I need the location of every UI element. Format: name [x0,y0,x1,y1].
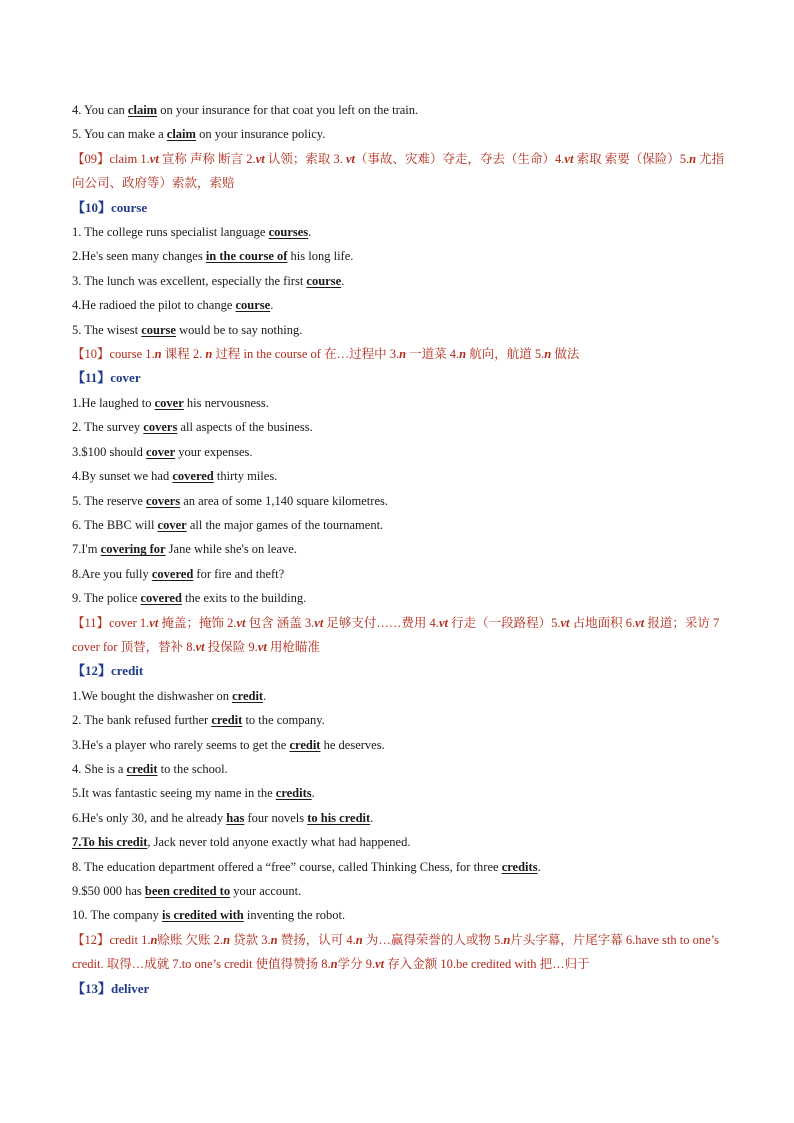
example-sentence: 8.Are you fully covered for fire and theft? [72,566,285,581]
example-sentence: 4. She is a credit to the school. [72,761,228,776]
example-sentence: 10. The company is credited with inventing the robot. [72,908,346,923]
document-body [72,98,732,1001]
example-sentence: 5. The reserve covers an area of some 1,140 square kilometres. [72,493,388,508]
example-sentence: 1. The college runs specialist language courses. [72,225,312,240]
answer-key: 【09】claim 1.vt 宣称 声称 断言 2.vt 认领；索取 3. vt（事故、灾难）夺走，夺去（生命）4.vt 索取 索要（保险）5.n 尤指向公司、政府等）索款，索赔 [72,151,725,191]
example-sentence: 3.He's a player who rarely seems to get the credit he deserves. [72,737,385,752]
section-heading: 【12】credit [72,663,144,679]
example-sentence: 2. The bank refused further credit to the company. [72,713,325,728]
example-sentence: 7.To his credit, Jack never told anyone exactly what had happened. [72,835,411,850]
section-heading: 【11】cover [72,370,141,386]
example-sentence: 1.We bought the dishwasher on credit. [72,688,267,703]
example-sentence: 1.He laughed to cover his nervousness. [72,395,269,410]
answer-key: 【12】credit 1.n赊账 欠账 2.n 贷款 3.n 赞扬，认可 4.n 为…赢得荣誉的人或物 5.n片头字幕，片尾字幕 6.have sth to one’s credit. 取得…成就 7.to one’s credit 使值得赞扬 8.n学分 9.vt 存入金额 10.be credited with 把…归于 [72,932,719,972]
example-sentence: 4.He radioed the pilot to change course. [72,298,274,313]
example-sentence: 9. The police covered the exits to the building. [72,591,307,606]
answer-key: 【11】cover 1.vt 掩盖；掩饰 2.vt 包含 涵盖 3.vt 足够支付……费用 4.vt 行走（一段路程）5.vt 占地面积 6.vt 报道；采访 7 cover for 顶替，替补 8.vt 投保险 9.vt 用枪瞄准 [72,615,720,654]
example-sentence: 2.He's seen many changes in the course of his long life. [72,249,354,264]
example-sentence: 2. The survey covers all aspects of the business. [72,420,313,435]
section-heading: 【13】deliver [72,980,150,996]
example-sentence: 9.$50 000 has been credited to your account. [72,884,302,898]
section-heading: 【10】course [72,199,148,215]
example-sentence: 8. The education department offered a “free” course, called Thinking Chess, for three credits. [72,859,541,874]
example-sentence: 4.By sunset we had covered thirty miles. [72,469,278,484]
example-sentence: 6. The BBC will cover all the major games of the tournament. [72,517,384,532]
example-sentence: 5.It was fantastic seeing my name in the credits. [72,786,315,801]
example-sentence: 5. The wisest course would be to say nothing. [72,322,303,337]
example-sentence: 3. The lunch was excellent, especially the first course. [72,273,345,288]
example-sentence: 4. You can claim on your insurance for that coat you left on the train. [72,103,419,117]
answer-key: 【10】course 1.n 课程 2. n 过程 in the course of 在…过程中 3.n 一道菜 4.n 航向，航道 5.n 做法 [72,347,580,362]
example-sentence: 5. You can make a claim on your insurance policy. [72,127,326,142]
example-sentence: 7.I'm covering for Jane while she's on leave. [72,542,297,557]
example-sentence: 6.He's only 30, and he already has four novels to his credit. [72,810,374,825]
example-sentence: 3.$100 should cover your expenses. [72,444,253,459]
